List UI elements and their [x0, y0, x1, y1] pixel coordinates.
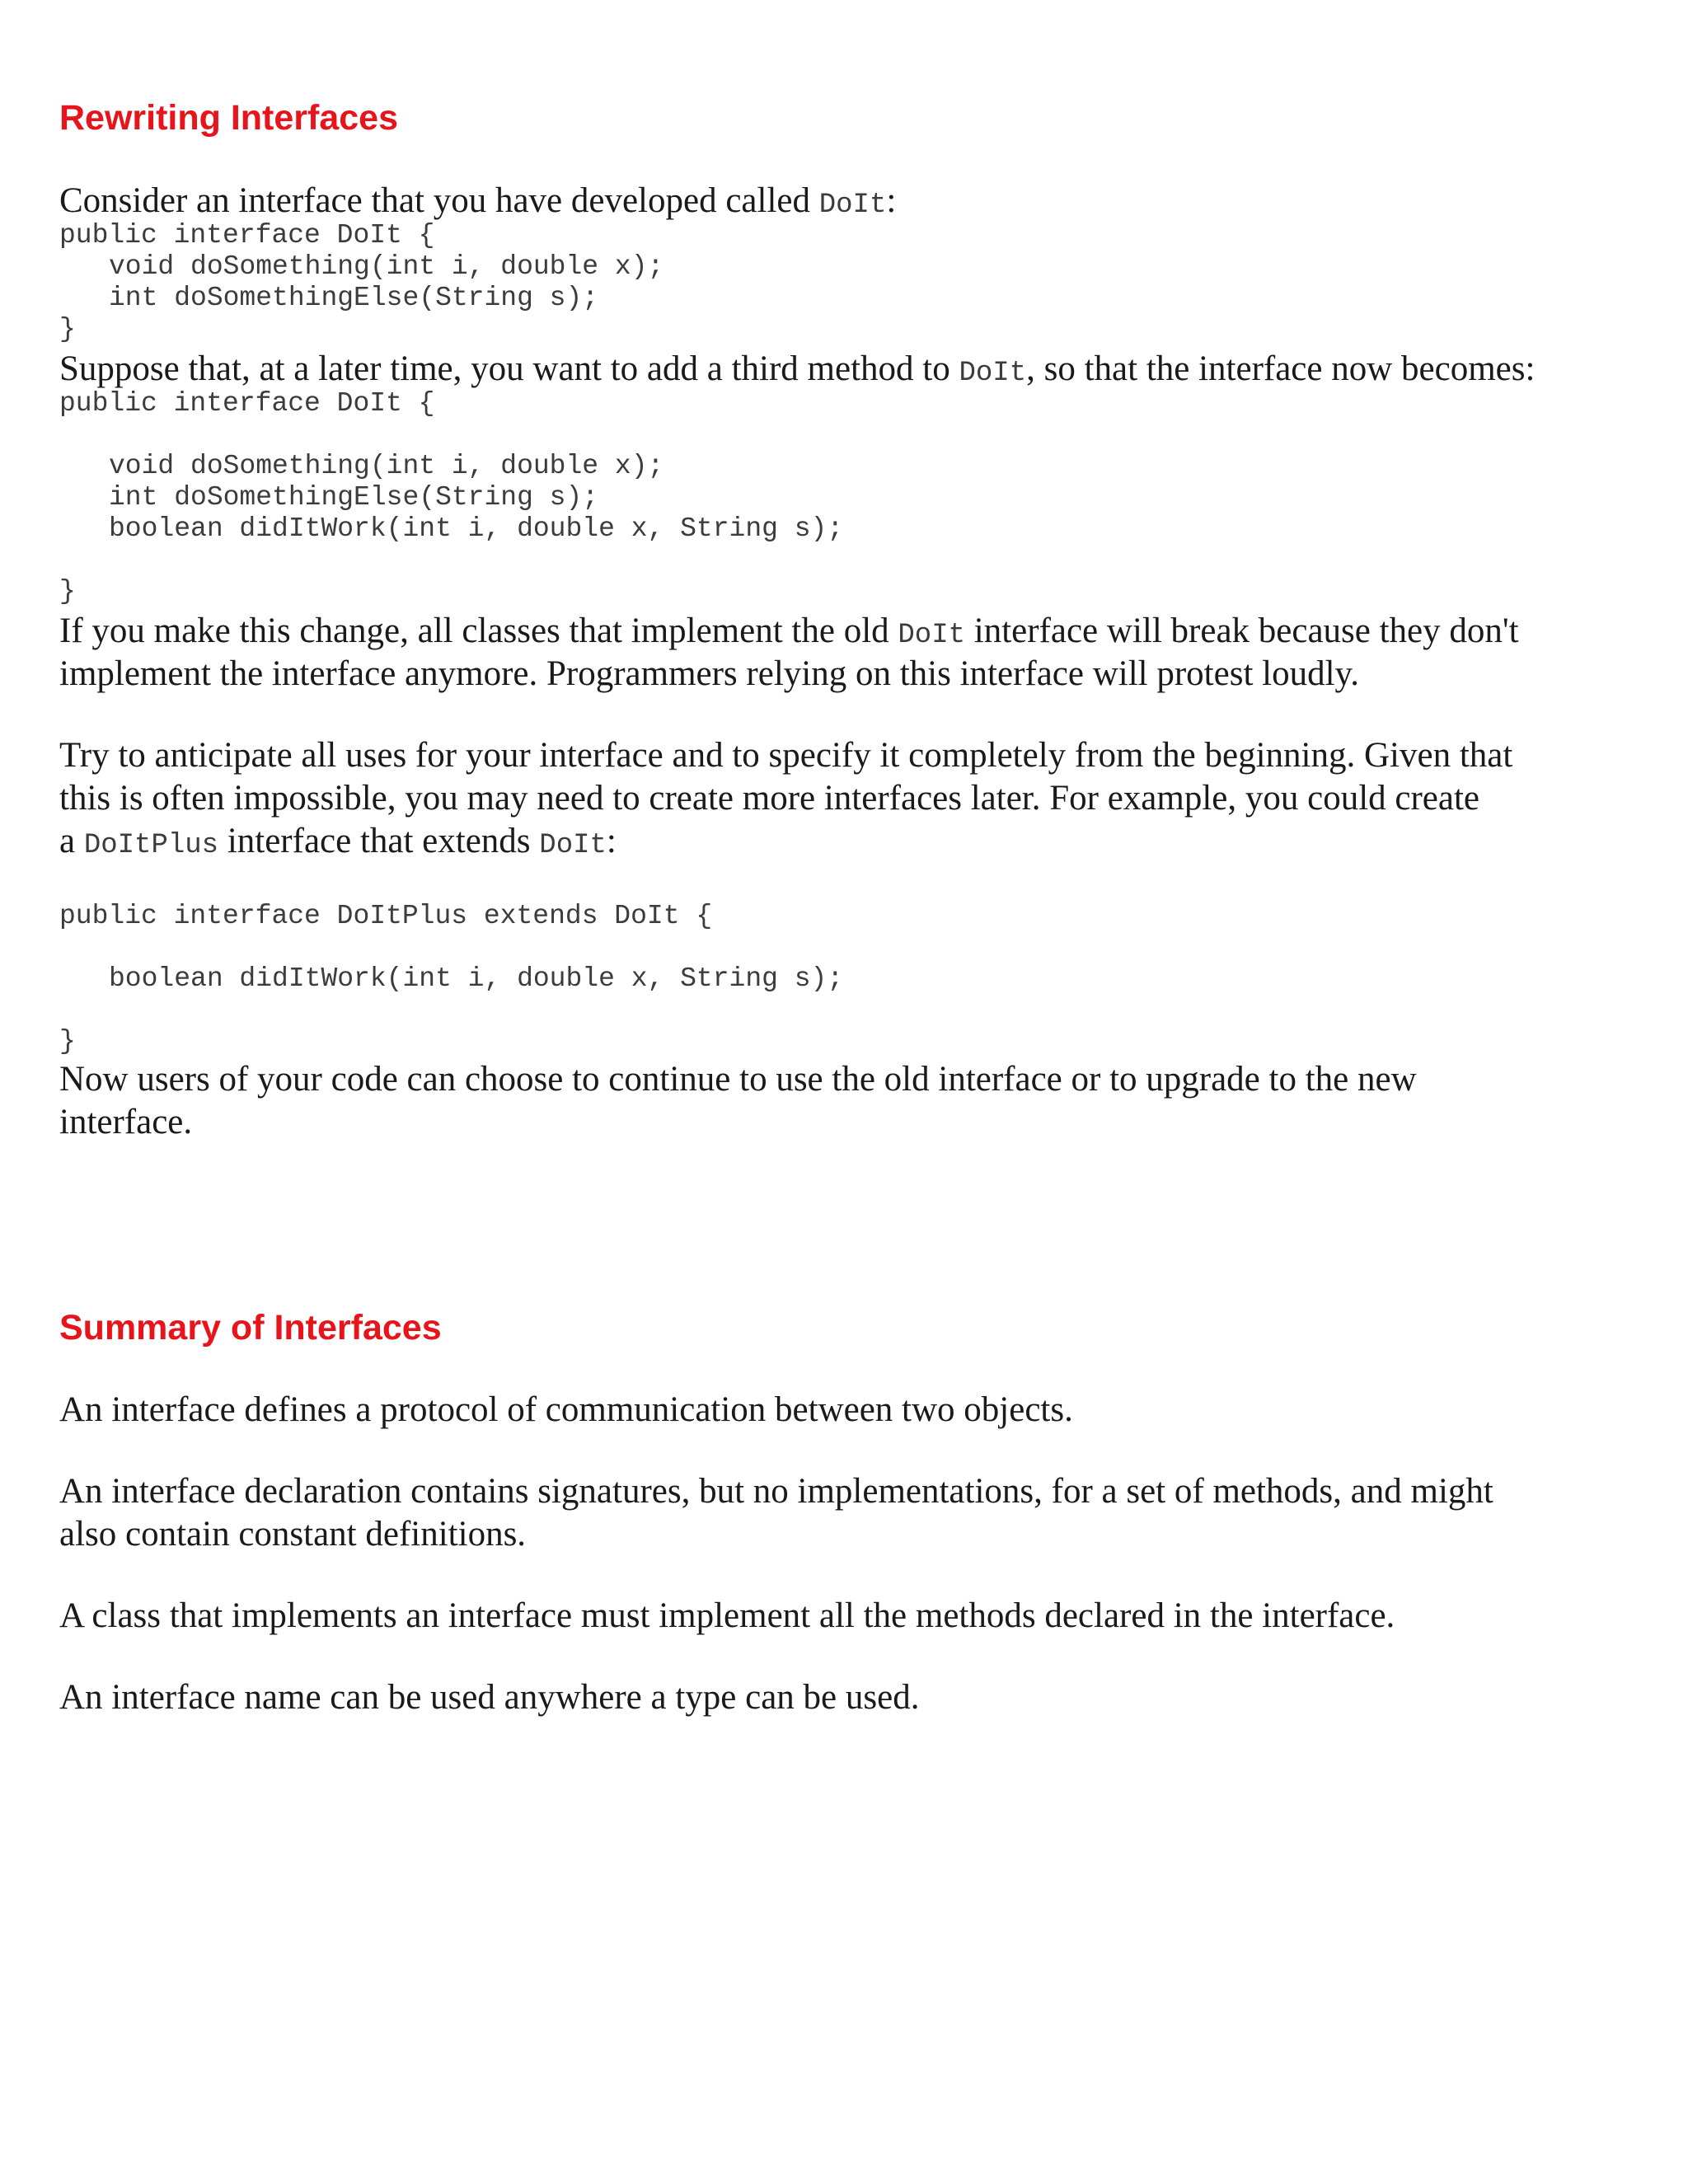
anticipate-paragraph-line: Try to anticipate all uses for your interface and to specify it completely from the beginning. Given that [59, 736, 1513, 775]
code-line: public interface DoIt { [59, 388, 435, 419]
section-heading-summary-of-interfaces: Summary of Interfaces [59, 1308, 442, 1347]
code-line: boolean didItWork(int i, double x, String s); [109, 513, 844, 544]
change-paragraph-line [59, 610, 1519, 657]
change-paragraph-line: implement the interface anymore. Programmers relying on this interface will protest loudly. [59, 654, 1359, 693]
code-line: int doSomethingElse(String s); [109, 482, 599, 513]
code-line: boolean didItWork(int i, double x, String s); [109, 963, 844, 994]
inline-code-doit: DoIt [898, 620, 966, 651]
summary-paragraph: An interface name can be used anywhere a type can be used. [59, 1678, 920, 1717]
now-paragraph-line: Now users of your code can choose to continue to use the old interface or to upgrade to the new [59, 1060, 1417, 1099]
anticipate-text: a [59, 822, 84, 860]
change-text: interface will break because they don't [965, 612, 1519, 650]
code-line: } [59, 314, 76, 344]
section-heading-rewriting-interfaces: Rewriting Interfaces [59, 98, 398, 138]
anticipate-end: : [606, 822, 617, 860]
summary-paragraph-line: An interface declaration contains signatures, but no implementations, for a set of methods, and might [59, 1472, 1493, 1511]
inline-code-doitplus: DoItPlus [83, 830, 219, 861]
code-line: public interface DoIt { [59, 220, 435, 251]
intro-text: Consider an interface that you have developed called [59, 181, 819, 220]
inline-code-doit: DoIt [818, 190, 887, 221]
intro-end: : [886, 181, 897, 220]
code-line: } [59, 576, 76, 607]
change-text: If you make this change, all classes that implement the old [59, 612, 898, 650]
code-line: int doSomethingElse(String s); [109, 283, 599, 313]
anticipate-paragraph-line: this is often impossible, you may need to create more interfaces later. For example, you could create [59, 779, 1480, 818]
now-paragraph-line: interface. [59, 1103, 193, 1141]
code-line: void doSomething(int i, double x); [109, 251, 664, 282]
inline-code-doit: DoIt [539, 830, 607, 861]
suppose-end: , so that the interface now becomes: [1026, 349, 1536, 388]
suppose-text: Suppose that, at a later time, you want to add a third method to [59, 349, 959, 388]
anticipate-text: interface that extends [218, 822, 540, 860]
summary-paragraph: A class that implements an interface must implement all the methods declared in the interface. [59, 1596, 1395, 1635]
summary-paragraph-line: also contain constant definitions. [59, 1515, 527, 1554]
code-line: } [59, 1026, 76, 1057]
anticipate-paragraph-line [59, 820, 617, 867]
code-line: void doSomething(int i, double x); [109, 451, 664, 481]
summary-paragraph: An interface defines a protocol of communication between two objects. [59, 1390, 1073, 1429]
inline-code-doit: DoIt [959, 358, 1027, 389]
code-line: public interface DoItPlus extends DoIt { [59, 901, 713, 931]
